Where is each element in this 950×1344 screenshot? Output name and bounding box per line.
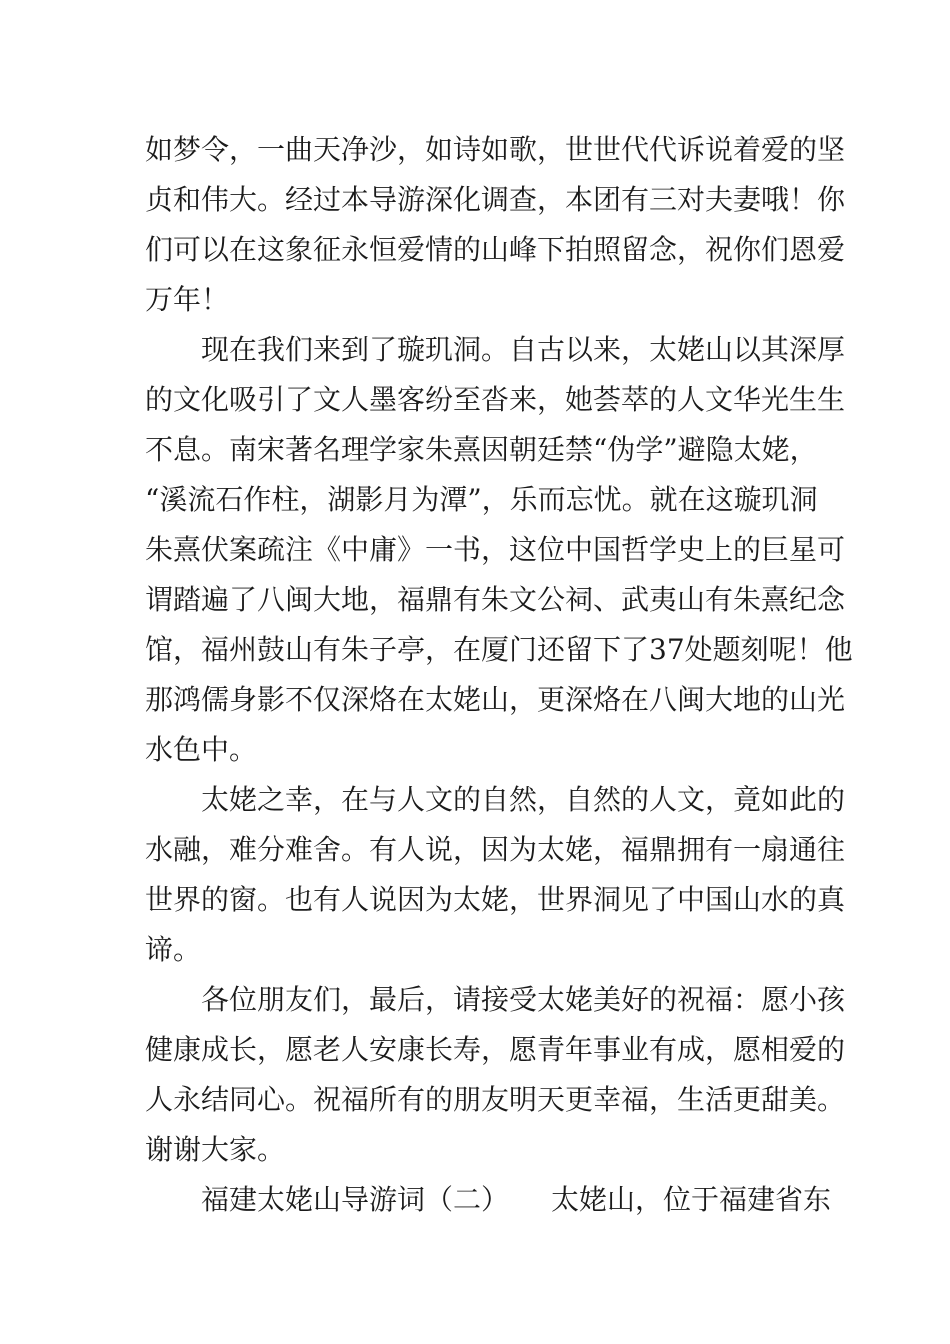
text-line: 健康成长，愿老人安康长寿，愿青年事业有成，愿相爱的: [145, 1033, 846, 1066]
text-line: 谢谢大家。: [145, 1133, 286, 1166]
text-line: 人永结同心。祝福所有的朋友明天更幸福，生活更甜美。: [145, 1083, 846, 1116]
text-line: 谓踏遍了八闽大地，福鼎有朱文公祠、武夷山有朱熹纪念: [145, 583, 846, 616]
text-line: 水融，难分难舍。有人说，因为太姥，福鼎拥有一扇通往: [145, 833, 846, 866]
text-line: 如梦令，一曲天净沙，如诗如歌，世世代代诉说着爱的坚: [145, 133, 846, 166]
text-line: 贞和伟大。经过本导游深化调查，本团有三对夫妻哦！你: [145, 183, 846, 216]
text-line: 世界的窗。也有人说因为太姥，世界洞见了中国山水的真: [145, 883, 846, 916]
paragraph-first-line: 太姥之幸，在与人文的自然，自然的人文，竟如此的: [201, 783, 846, 816]
text-line: 万年！: [145, 283, 230, 316]
text-line: 不息。南宋著名理学家朱熹因朝廷禁“伪学”避隐太姥，: [145, 433, 818, 466]
text-line: 水色中。: [145, 733, 258, 766]
paragraph-first-line: 现在我们来到了璇玑洞。自古以来，太姥山以其深厚: [201, 333, 846, 366]
paragraph-first-line: 各位朋友们，最后，请接受太姥美好的祝福：愿小孩: [201, 983, 846, 1016]
text-line: 谛。: [145, 933, 202, 966]
text-line: 朱熹伏案疏注《中庸》一书，这位中国哲学史上的巨星可: [145, 533, 846, 566]
text-line: 们可以在这象征永恒爱情的山峰下拍照留念，祝你们恩爱: [145, 233, 846, 266]
section-heading-line: 福建太姥山导游词（二） 太姥山，位于福建省东: [201, 1183, 832, 1216]
text-line: “溪流石作柱，湖影月为潭”，乐而忘忧。就在这璇玑洞: [145, 483, 818, 516]
text-line: 那鸿儒身影不仅深烙在太姥山，更深烙在八闽大地的山光: [145, 683, 846, 716]
text-line: 的文化吸引了文人墨客纷至沓来，她荟萃的人文华光生生: [145, 383, 846, 416]
text-line: 馆，福州鼓山有朱子亭，在厦门还留下了37处题刻呢！他: [145, 633, 853, 666]
